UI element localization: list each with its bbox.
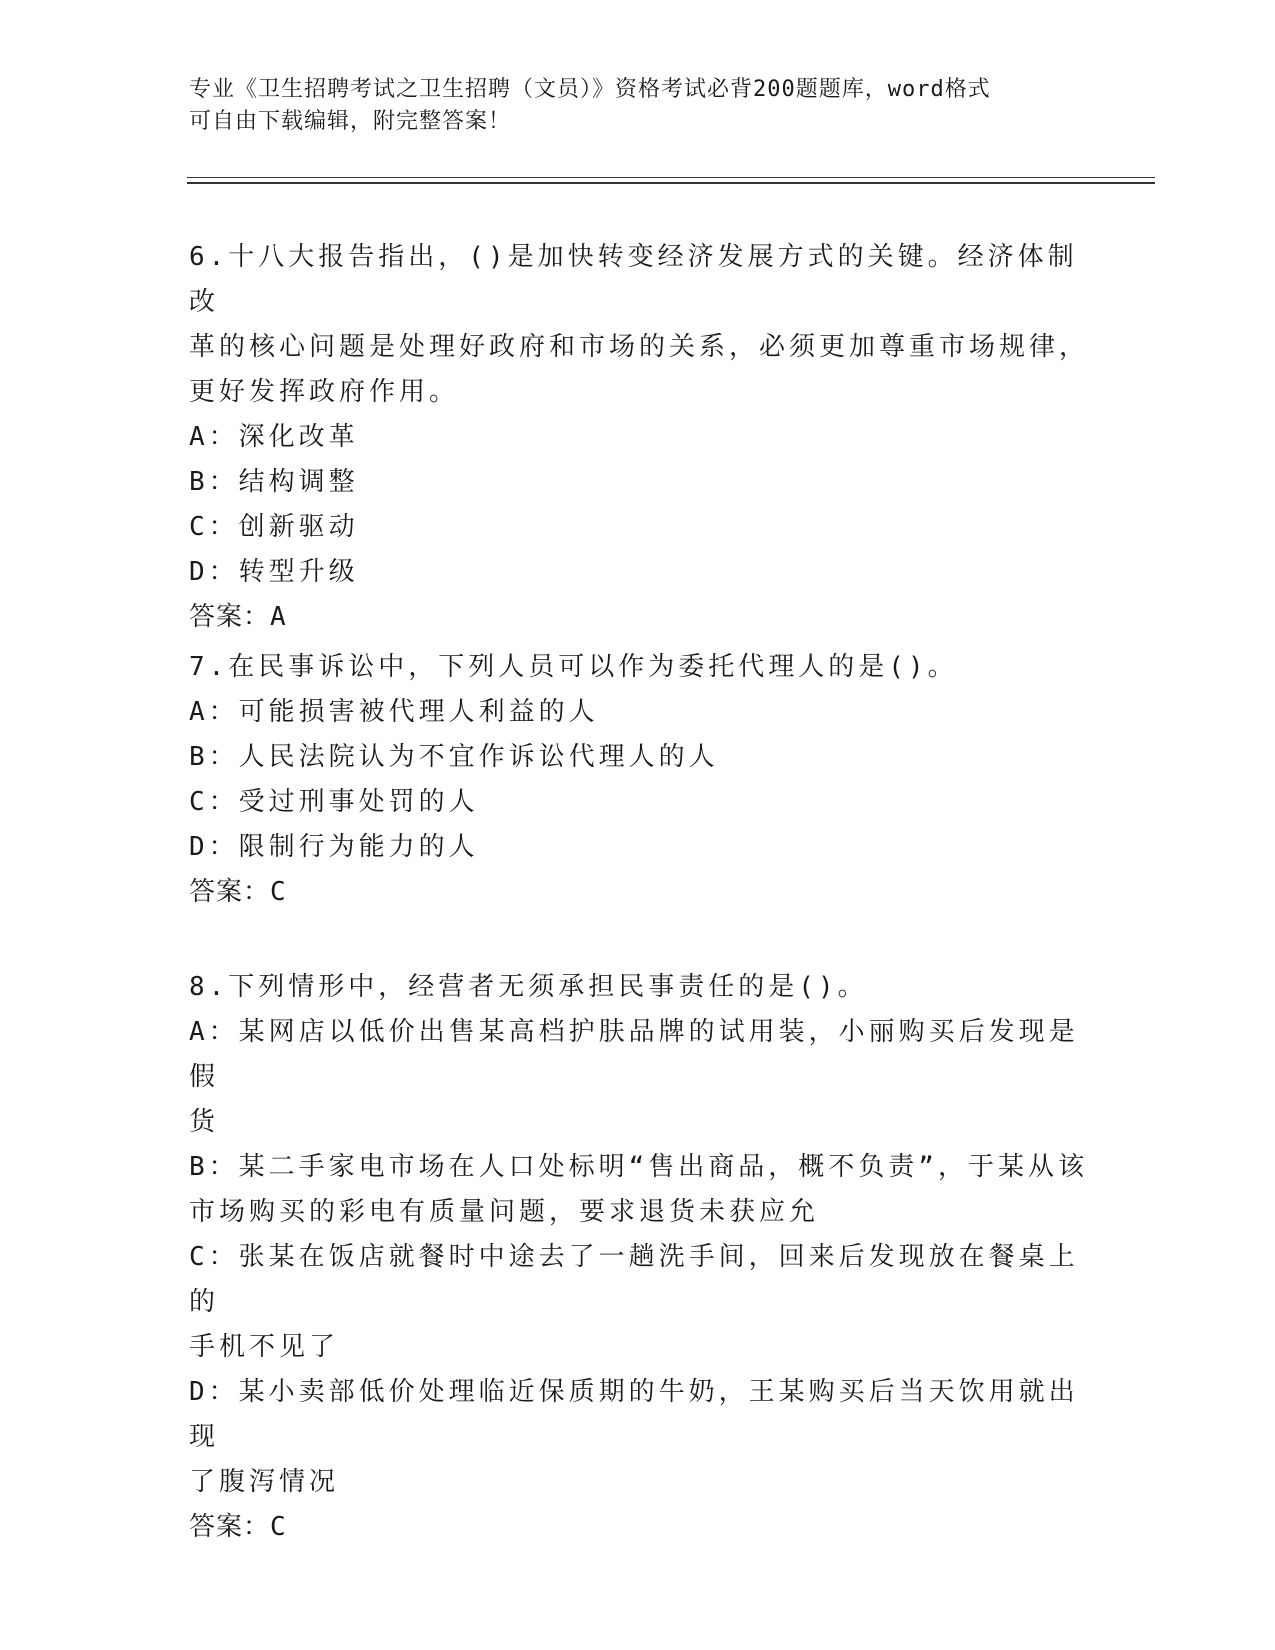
option-d: D：转型升级 [189, 557, 359, 587]
question-stem-line: 革的核心问题是处理好政府和市场的关系，必须更加尊重市场规律， [189, 332, 1090, 362]
option-c: C：受过刑事处罚的人 [189, 787, 479, 817]
header-title-line-2: 可自由下载编辑，附完整答案！ [189, 109, 512, 134]
option-b-continued: 市场购买的彩电有质量问题，要求退货未获应允 [189, 1197, 820, 1227]
option-b: B：人民法院认为不宜作诉讼代理人的人 [189, 742, 719, 772]
answer-label: 答案： [189, 877, 271, 907]
option-d-continued: 了腹泻情况 [189, 1467, 340, 1497]
header-title-line-1: 专业《卫生招聘考试之卫生招聘（文员）》资格考试必背200题题库，word格式 [189, 77, 991, 102]
option-a-continued: 货 [189, 1107, 220, 1137]
option-b: B：某二手家电市场在人口处标明“售出商品，概不负责”，于某从该 [189, 1152, 1088, 1182]
answer-value: C [270, 877, 287, 907]
question-stem-line: 7.在民事诉讼中，下列人员可以作为委托代理人的是()。 [189, 652, 958, 682]
question-7 [189, 645, 1089, 915]
question-8 [189, 965, 1089, 1550]
question-stem-line: 更好发挥政府作用。 [189, 377, 460, 407]
option-c-continued: 手机不见了 [189, 1332, 340, 1362]
option-d: D：限制行为能力的人 [189, 832, 479, 862]
answer-label: 答案： [189, 602, 271, 632]
answer-line [189, 870, 1089, 915]
answer-line [189, 595, 1089, 640]
option-b: B：结构调整 [189, 467, 359, 497]
option-c: C：创新驱动 [189, 512, 359, 542]
answer-value: A [270, 602, 287, 632]
option-a: A：深化改革 [189, 422, 359, 452]
question-stem-line: 6.十八大报告指出，()是加快转变经济发展方式的关键。经济体制改 [189, 242, 1078, 317]
option-a: A：某网店以低价出售某高档护肤品牌的试用装，小丽购买后发现是假 [189, 1017, 1079, 1092]
answer-label: 答案： [189, 1512, 271, 1542]
answer-line [189, 1505, 1089, 1550]
option-d: D：某小卖部低价处理临近保质期的牛奶，王某购买后当天饮用就出现 [189, 1377, 1079, 1452]
answer-value: C [270, 1512, 287, 1542]
header-divider-double [187, 182, 1155, 184]
question-stem-line: 8.下列情形中，经营者无须承担民事责任的是()。 [189, 972, 868, 1002]
document-header [189, 74, 1089, 138]
option-a: A：可能损害被代理人利益的人 [189, 697, 599, 727]
option-c: C：张某在饭店就餐时中途去了一趟洗手间，回来后发现放在餐桌上的 [189, 1242, 1079, 1317]
header-divider [187, 177, 1155, 178]
question-6 [189, 235, 1089, 640]
